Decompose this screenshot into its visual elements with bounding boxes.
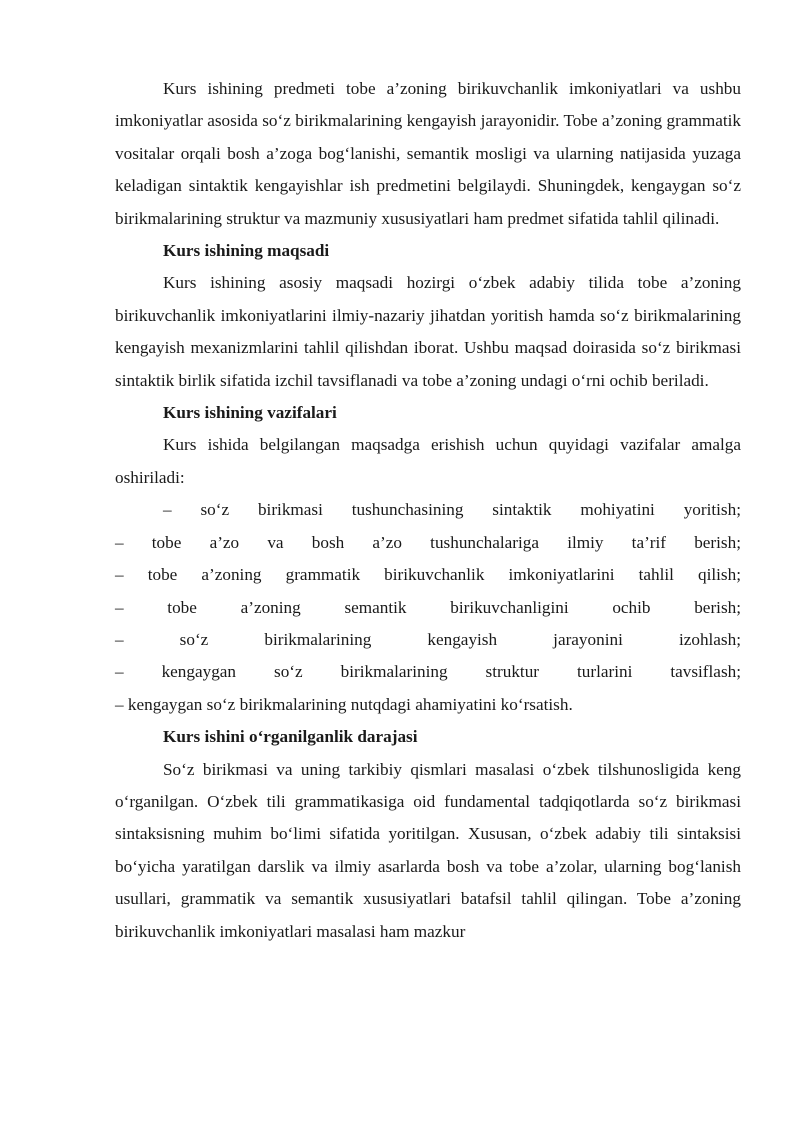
goal-paragraph: Kurs ishining asosiy maqsadi hozirgi o‘zbek adabiy tilida tobe a’zoning birikuvchanlik imkoniyatlarini ilmiy-nazariy jihatdan yoritish hamda so‘z birikmalarining kengayish mexanizmlarini tahlil qilishdan iborat. Ushbu maqsad doirasida so‘z birikmasi sintaktik birlik sifatida izchil tavsiflanadi va tobe a’zoning undagi o‘rni ochib beriladi. [115, 273, 741, 390]
task-item: – kengaygan so‘z birikmalarining nutqdagi ahamiyatini ko‘rsatish. [115, 694, 573, 714]
task-item: – tobe a’zo va bosh a’zo tushunchalariga ilmiy ta’rif berish; [115, 532, 741, 552]
task-item: – tobe a’zoning grammatik birikuvchanlik imkoniyatlarini tahlil qilish; [115, 565, 741, 585]
task-item: – so‘z birikmasi tushunchasining sintaktik mohiyatini yoritish; [163, 500, 741, 520]
task-item: – kengaygan so‘z birikmalarining struktur turlarini tavsiflash; [115, 662, 741, 682]
tasks-intro-paragraph: Kurs ishida belgilangan maqsadga erishish uchun quyidagi vazifalar amalga oshiriladi: [115, 435, 741, 487]
tasks-heading: Kurs ishining vazifalari [163, 403, 337, 423]
document-page [115, 73, 741, 948]
goal-heading: Kurs ishining maqsadi [163, 241, 330, 261]
study-paragraph: So‘z birikmasi va uning tarkibiy qismlari masalasi o‘zbek tilshunosligida keng o‘rganilgan. O‘zbek tili grammatikasiga oid fundamental tadqiqotlarda so‘z birikmasi sintaksisning muhim bo‘limi sifatida yoritilgan. Xususan, o‘zbek adabiy tili sintaksisi bo‘yicha yaratilgan darslik va ilmiy asarlarda bosh va tobe a’zolar, ularning bog‘lanish usullari, grammatik va semantik xususiyatlari batafsil tahlil qilingan. Tobe a’zoning birikuvchanlik imkoniyatlari masalasi ham mazkur [115, 759, 741, 941]
task-item: – tobe a’zoning semantik birikuvchanligini ochib berish; [115, 597, 741, 617]
task-item: – so‘z birikmalarining kengayish jarayonini izohlash; [115, 629, 741, 649]
subject-paragraph: Kurs ishining predmeti tobe a’zoning birikuvchanlik imkoniyatlari va ushbu imkoniyatlar asosida so‘z birikmalarining kengayish jarayonidir. Tobe a’zoning grammatik vositalar orqali bosh a’zoga bog‘lanishi, semantik mosligi va ularning natijasida yuzaga keladigan sintaktik kengayishlar ish predmetini belgilaydi. Shuningdek, kengaygan so‘z birikmalarining struktur va mazmuniy xususiyatlari ham predmet sifatida tahlil qilinadi. [115, 79, 741, 228]
study-heading: Kurs ishini o‘rganilganlik darajasi [163, 727, 418, 747]
